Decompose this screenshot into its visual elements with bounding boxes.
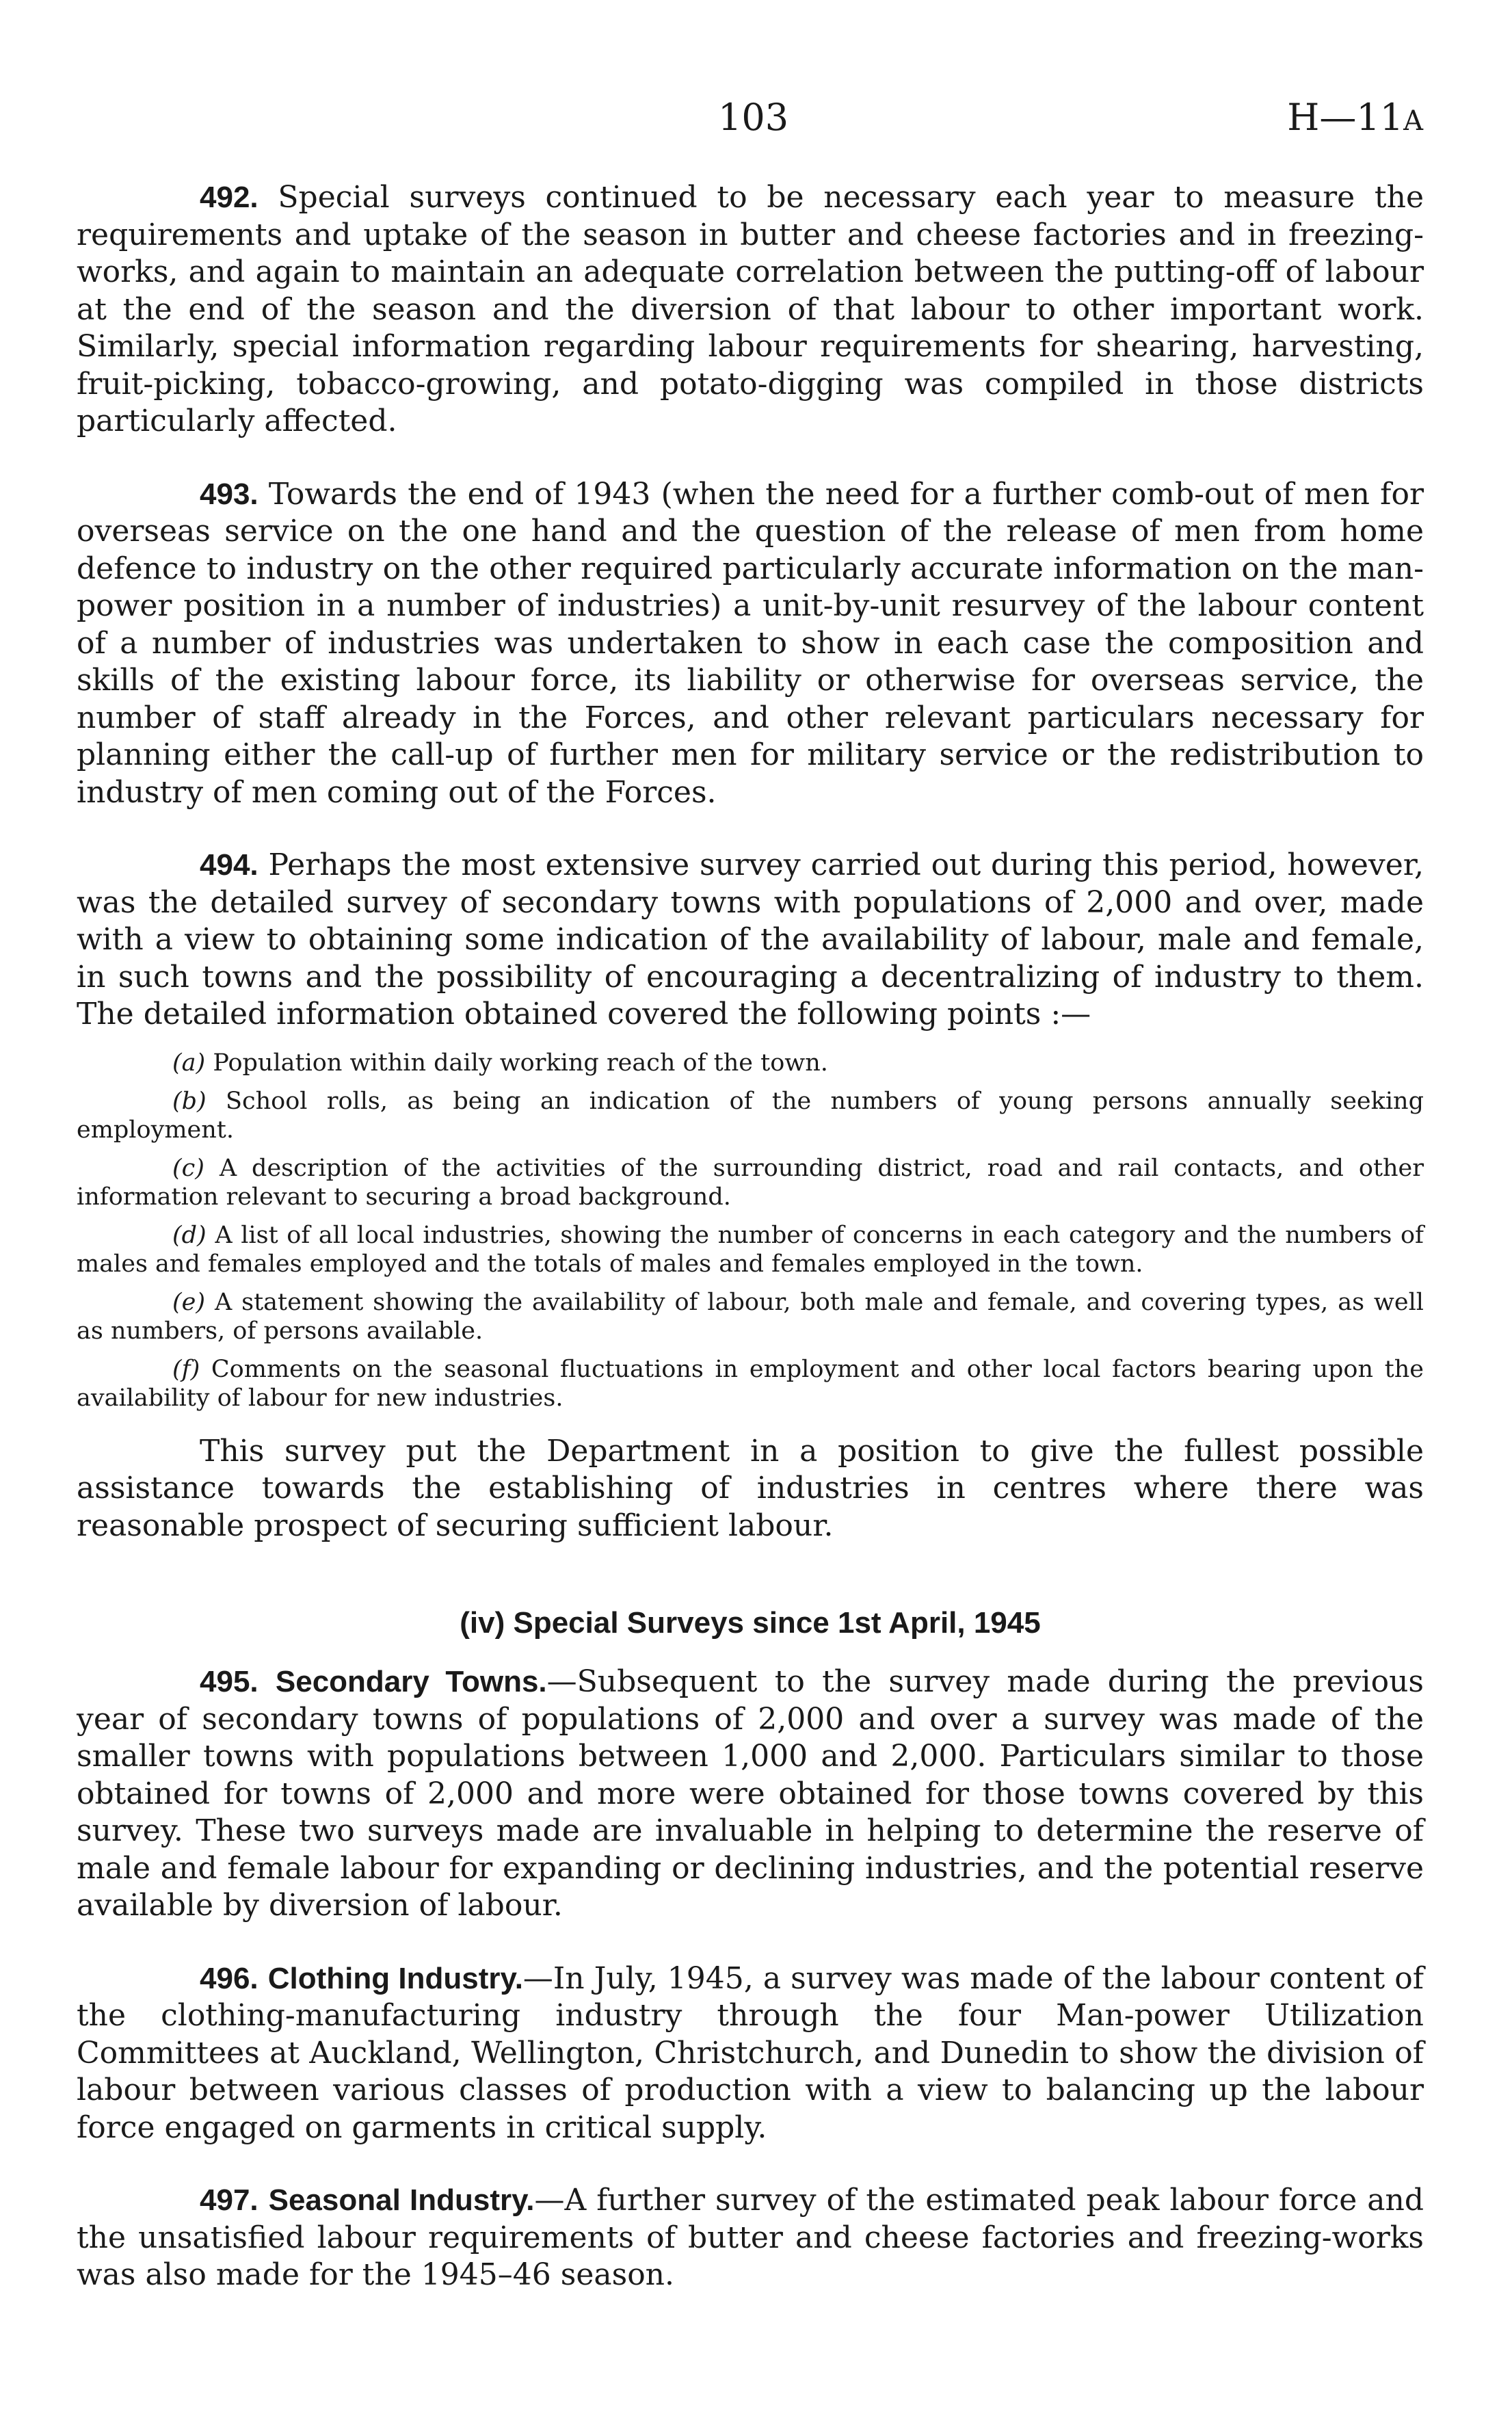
paragraph-title: Secondary Towns. <box>275 1665 547 1698</box>
list-item-text: School rolls, as being an indication of the numbers of young persons annually seeking employment. <box>77 1087 1424 1144</box>
document-reference <box>1287 96 1423 139</box>
document-reference-main: H—11 <box>1287 96 1404 139</box>
paragraph-text: Towards the end of 1943 (when the need for a further comb-out of men for overseas service on the one hand and the question of the release of men from home defence to industry on the other required particularly accurate information on the man-power position in a number of industries) a unit-by-unit resurvey of the labour content of a number of industries was undertaken to show in each case the composition and skills of the existing labour force, its liability or otherwise for overseas service, the number of staff already in the Forces, and other relevant particulars necessary for planning either the call-up of further men for military service or the redistribution to industry of men coming out of the Forces. <box>77 476 1424 810</box>
paragraph-title: Seasonal Industry. <box>268 2183 535 2217</box>
list-item <box>77 1288 1424 1345</box>
document-reference-suffix: A <box>1403 105 1423 137</box>
paragraph-number: 496. <box>200 1961 258 1995</box>
paragraph-text: —Subsequent to the survey made during the previous year of secondary towns of populations of 2,000 and over a survey was made of the smaller towns with populations between 1,000 and 2,000. Particulars similar to those obtained for towns of 2,000 and more were obtained for those towns covered by this survey. These two surveys made are invaluable in helping to determine the reserve of male and female labour for expanding or declining industries, and the potential reserve available by diversion of labour. <box>77 1664 1424 1923</box>
paragraph-title: Clothing Industry. <box>267 1961 523 1995</box>
list-item <box>77 1221 1424 1278</box>
section-heading: (iv) Special Surveys since 1st April, 1945 <box>460 1606 1041 1640</box>
page-body <box>77 179 1424 2330</box>
paragraph-number: 492. <box>200 181 258 214</box>
paragraph-494 <box>77 847 1424 1034</box>
list-item-text: A list of all local industries, showing the number of concerns in each category and the numbers of males and females employed and the totals of males and females employed in the town. <box>77 1221 1424 1278</box>
list-item-label: (b) <box>172 1087 207 1115</box>
paragraph-number: 497. <box>200 2183 258 2217</box>
paragraph-496 <box>77 1960 1424 2147</box>
list-item-text: Population within daily working reach of the town. <box>213 1049 828 1077</box>
list-item-label: (a) <box>172 1049 206 1077</box>
list-item <box>77 1049 1424 1077</box>
paragraph-number: 493. <box>200 477 258 511</box>
list-item-label: (f) <box>172 1355 200 1383</box>
paragraph-492 <box>77 179 1424 441</box>
list-item <box>77 1087 1424 1144</box>
list-item-text: A description of the activities of the surrounding district, road and rail contacts, and other information relevant to securing a broad background. <box>77 1154 1424 1211</box>
page-number: 103 <box>718 96 789 139</box>
list-item-text: Comments on the seasonal fluctuations in employment and other local factors bearing upon the availability of labour for new industries. <box>77 1355 1424 1412</box>
survey-points-list <box>77 1049 1424 1412</box>
list-item-label: (e) <box>172 1288 206 1316</box>
list-item <box>77 1154 1424 1211</box>
paragraph-text: —In July, 1945, a survey was made of the labour content of the clothing-manufacturing industry through the four Man-power Utilization Committees at Auckland, Wellington, Christchurch, and Dunedin to show the division of labour between various classes of production with a view to balancing up the labour force engaged on garments in critical supply. <box>77 1960 1424 2145</box>
paragraph-number: 495. <box>200 1665 258 1698</box>
list-item-text: A statement showing the availability of labour, both male and female, and covering types, as well as numbers, of persons available. <box>77 1288 1424 1345</box>
list-item <box>77 1355 1424 1412</box>
paragraph-number: 494. <box>200 848 258 882</box>
paragraph-text: —A further survey of the estimated peak labour force and the unsatisfied labour requirements of butter and cheese factories and freezing-works was also made for the 1945–46 season. <box>77 2183 1424 2292</box>
page-header <box>0 96 1512 150</box>
list-item-label: (d) <box>172 1221 207 1249</box>
paragraph-495 <box>77 1664 1424 1925</box>
paragraph-497 <box>77 2182 1424 2294</box>
closing-paragraph: This survey put the Department in a position to give the fullest possible assistance towards the establishing of industries in centres where there was reasonable prospect of securing sufficient labour. <box>77 1433 1424 1543</box>
list-item-label: (c) <box>172 1154 204 1182</box>
paragraph-text: Perhaps the most extensive survey carried out during this period, however, was the detailed survey of secondary towns with populations of 2,000 and over, made with a view to obtaining some indication of the availability of labour, male and female, in such towns and the possibility of encouraging a decentralizing of industry to them. The detailed information obtained covered the following points :— <box>77 847 1424 1031</box>
paragraph-text: Special surveys continued to be necessary each year to measure the requirements and uptake of the season in butter and cheese factories and in freezing-works, and again to maintain an adequate correlation between the putting-off of labour at the end of the season and the diversion of that labour to other important work. Similarly, special information regarding labour requirements for shearing, harvesting, fruit-picking, tobacco-growing, and potato-digging was compiled in those districts particularly affected. <box>77 180 1424 438</box>
paragraph-493 <box>77 476 1424 812</box>
